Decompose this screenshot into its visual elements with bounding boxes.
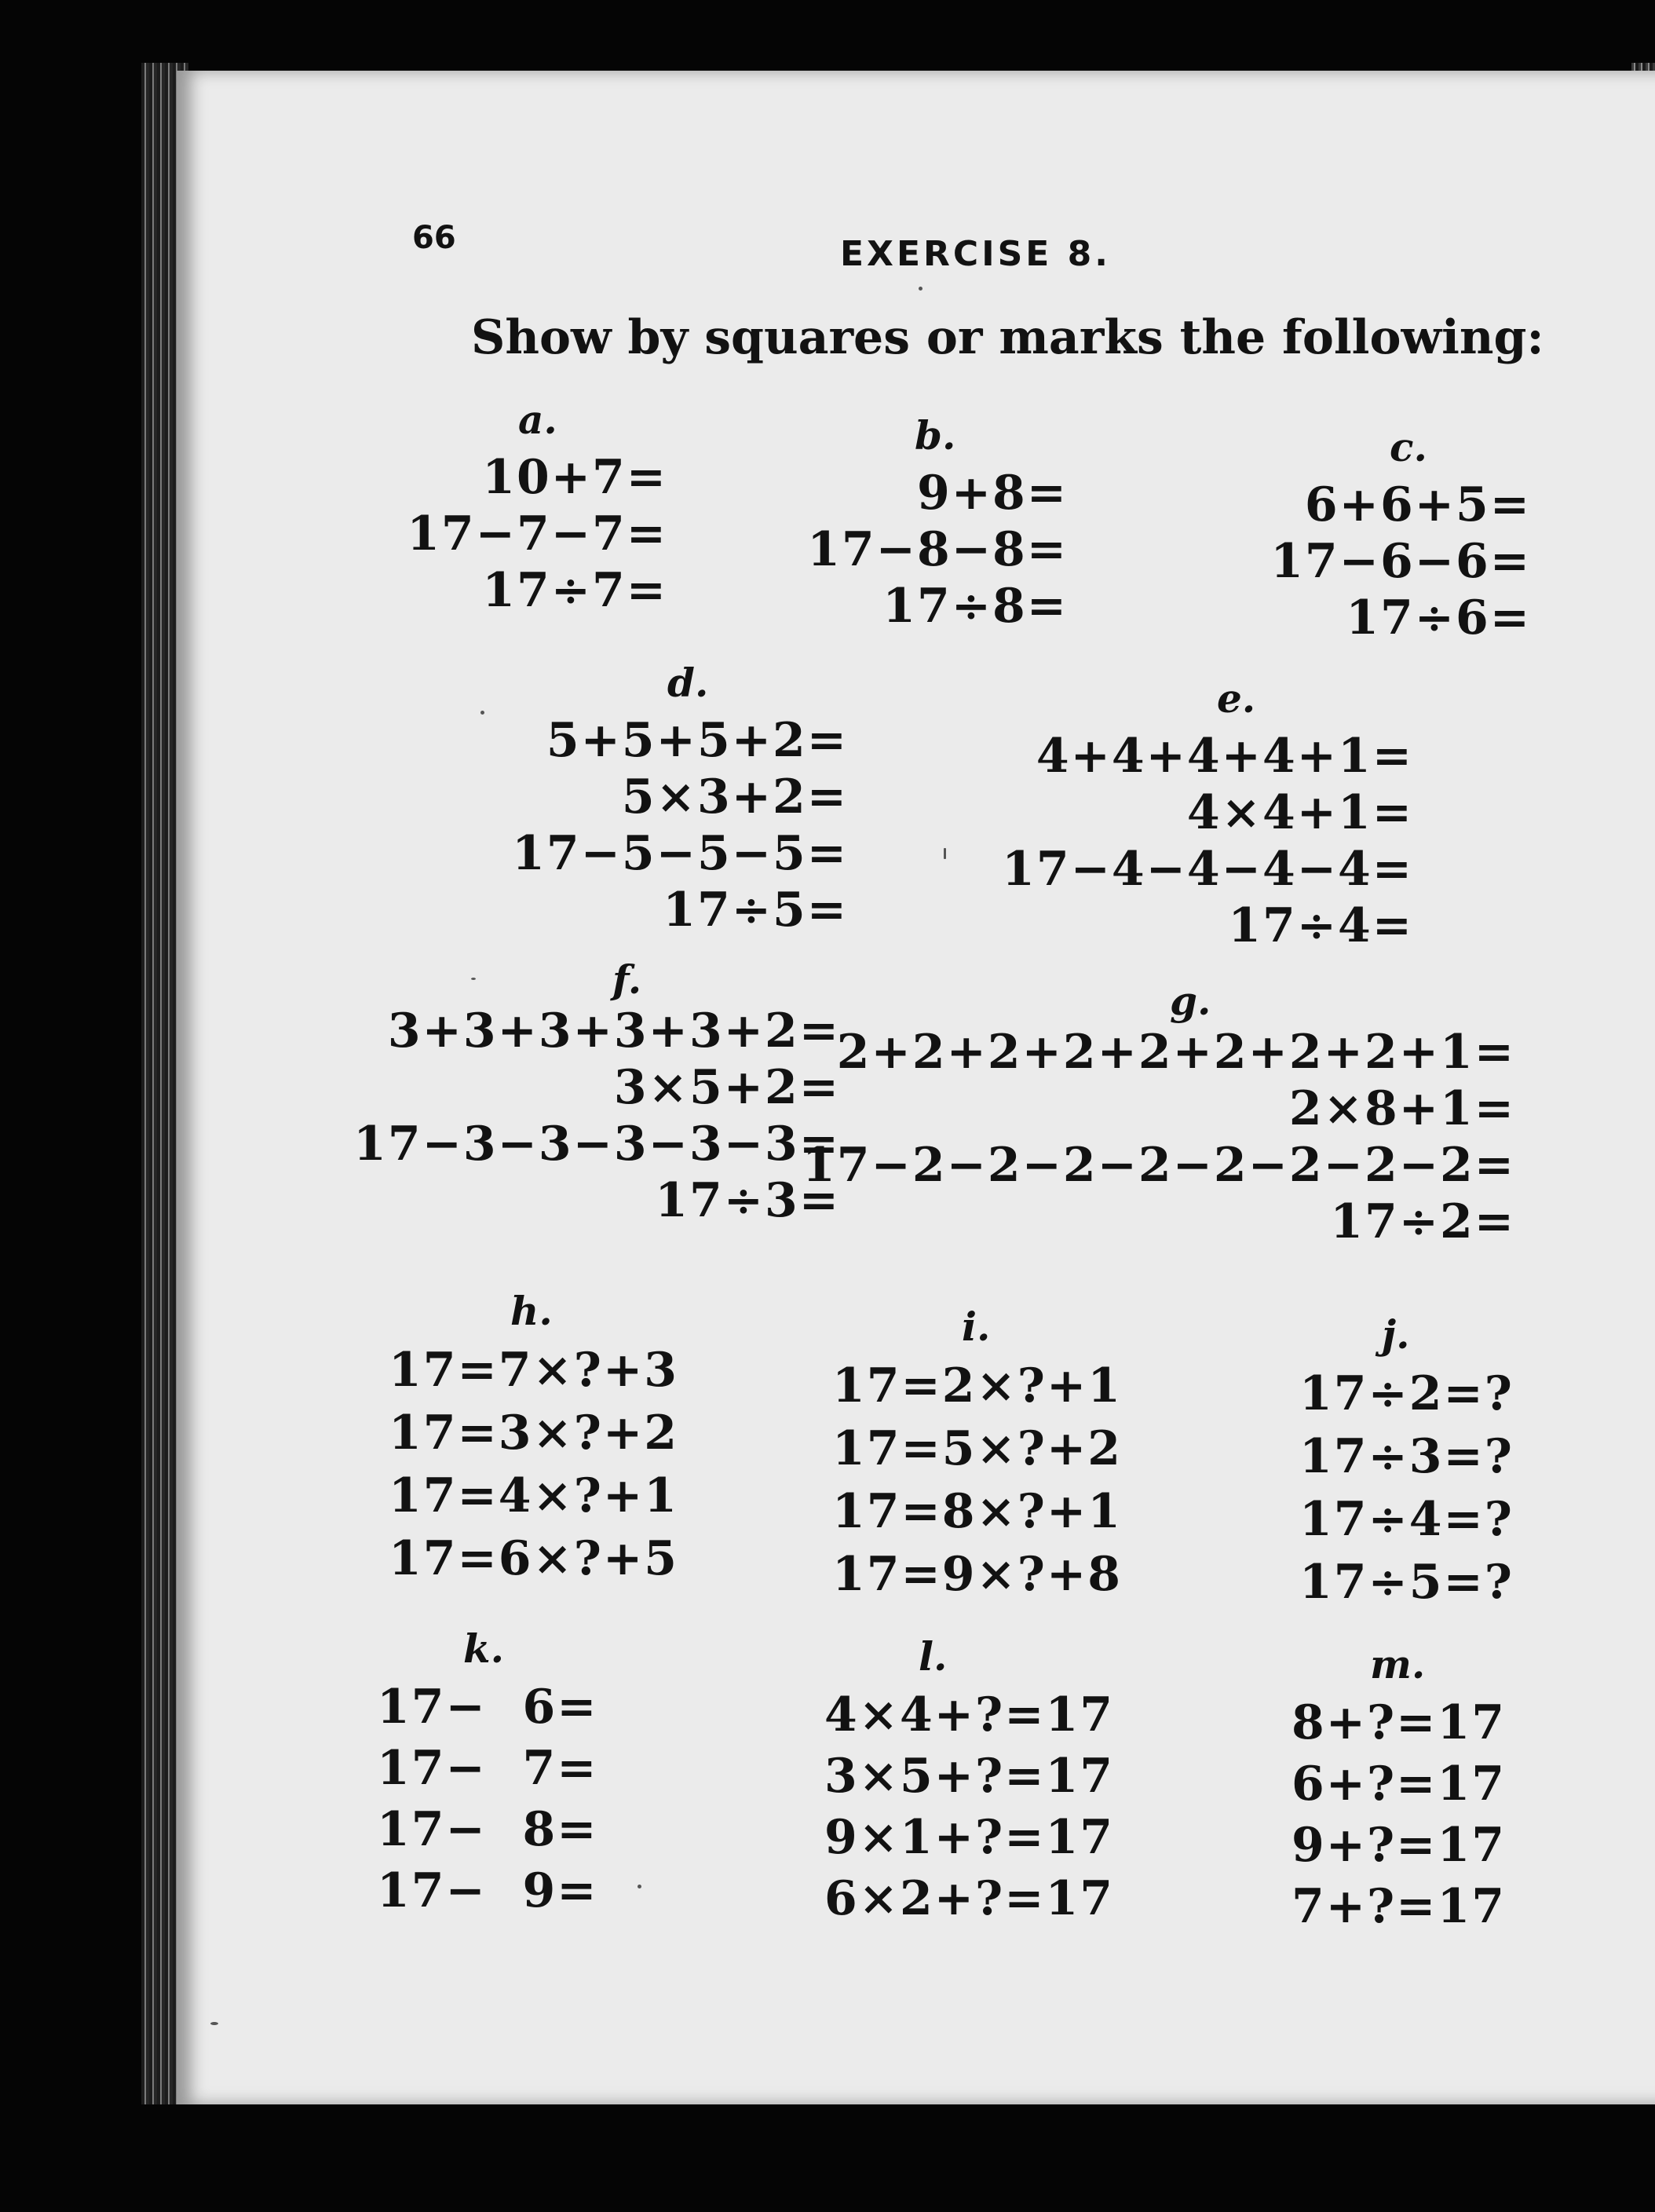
exercise-group-h bbox=[389, 1288, 687, 1590]
equation-line: 17−7−7= bbox=[407, 506, 667, 561]
scan-speck bbox=[944, 848, 946, 859]
equation-line: 17÷3=? bbox=[1299, 1429, 1514, 1484]
equation-line: 4×4+1= bbox=[1186, 785, 1413, 840]
equation-line: 6×2+?=17 bbox=[824, 1871, 1114, 1926]
group-label: j. bbox=[1382, 1311, 1410, 1358]
equation-line: 3+3+3+3+3+2= bbox=[387, 1004, 840, 1058]
group-label: a. bbox=[518, 397, 557, 443]
equation-line: 17÷4= bbox=[1228, 898, 1413, 953]
scan-speck bbox=[919, 287, 922, 291]
exercise-group-a bbox=[408, 397, 667, 619]
equation-line: 5+5+5+2= bbox=[546, 713, 848, 768]
equation-line: 17−3−3−3−3−3= bbox=[353, 1117, 840, 1172]
equation-line: 17÷2=? bbox=[1299, 1366, 1514, 1421]
exercise-group-b bbox=[805, 412, 1068, 634]
scan-speck bbox=[638, 1885, 641, 1888]
equation-line: 17=5×?+2 bbox=[832, 1421, 1122, 1476]
group-label: d. bbox=[667, 660, 709, 706]
group-label: b. bbox=[915, 412, 956, 459]
equation-line: 17−2−2−2−2−2−2−2−2= bbox=[802, 1138, 1515, 1193]
group-label: i. bbox=[962, 1303, 991, 1350]
scan-speck bbox=[210, 2022, 218, 2025]
group-label: l. bbox=[919, 1633, 948, 1680]
equation-line: 2×8+1= bbox=[1288, 1081, 1515, 1136]
equation-line: 17−6−6= bbox=[1270, 534, 1531, 589]
exercise-group-c bbox=[1272, 424, 1531, 646]
group-label: h. bbox=[510, 1288, 553, 1334]
exercise-group-l bbox=[824, 1633, 1123, 1929]
exercise-group-k bbox=[377, 1625, 612, 1921]
equation-line: 17÷8= bbox=[882, 579, 1068, 634]
exercise-group-e bbox=[997, 675, 1413, 954]
equation-line: 17=6×?+5 bbox=[389, 1531, 678, 1586]
equation-line: 17÷7= bbox=[482, 563, 667, 618]
equation-line: 4×4+?=17 bbox=[824, 1687, 1114, 1742]
scan-speck bbox=[480, 711, 484, 715]
page-number: 66 bbox=[412, 220, 456, 256]
equation-line: 17÷5=? bbox=[1299, 1555, 1514, 1610]
exercise-group-d bbox=[510, 660, 848, 938]
equation-line: 9+?=17 bbox=[1291, 1818, 1506, 1873]
equation-line: 17÷5= bbox=[663, 883, 848, 938]
equation-line: 17−8−8= bbox=[807, 522, 1068, 577]
equation-line: 17− 8= bbox=[377, 1802, 598, 1857]
equation-line: 17=8×?+1 bbox=[832, 1484, 1122, 1539]
group-label: m. bbox=[1370, 1641, 1426, 1687]
equation-line: 17÷6= bbox=[1346, 590, 1531, 645]
equation-line: 17=2×?+1 bbox=[832, 1358, 1122, 1413]
equation-line: 3×5+2= bbox=[613, 1060, 840, 1115]
equation-line: 17− 9= bbox=[377, 1863, 598, 1918]
exercise-group-i bbox=[832, 1303, 1131, 1606]
equation-line: 17−5−5−5= bbox=[512, 826, 848, 881]
equation-line: 6+6+5= bbox=[1304, 477, 1531, 532]
equation-line: 5×3+2= bbox=[621, 770, 848, 824]
group-label: g. bbox=[1170, 978, 1211, 1024]
group-label: k. bbox=[463, 1625, 505, 1672]
group-label: c. bbox=[1390, 424, 1427, 470]
equation-line: 17=3×?+2 bbox=[389, 1406, 678, 1461]
equation-line: 17÷2= bbox=[1330, 1194, 1515, 1249]
equation-line: 3×5+?=17 bbox=[824, 1749, 1114, 1804]
group-label: e. bbox=[1217, 675, 1256, 722]
equation-line: 17−4−4−4−4= bbox=[1002, 842, 1413, 897]
equation-line: 2+2+2+2+2+2+2+2+1= bbox=[836, 1025, 1515, 1080]
scan-speck bbox=[471, 978, 476, 980]
exercise-group-m bbox=[1291, 1641, 1527, 1937]
equation-line: 9×1+?=17 bbox=[824, 1810, 1114, 1865]
equation-line: 9+8= bbox=[916, 466, 1068, 521]
exercise-group-f bbox=[353, 956, 840, 1229]
equation-line: 7+?=17 bbox=[1291, 1879, 1506, 1934]
equation-line: 6+?=17 bbox=[1291, 1757, 1506, 1812]
equation-line: 17− 6= bbox=[377, 1680, 598, 1735]
equation-line: 4+4+4+4+1= bbox=[1036, 729, 1413, 784]
exercise-group-g bbox=[802, 978, 1515, 1250]
equation-line: 17÷4=? bbox=[1299, 1492, 1514, 1547]
exercise-heading: EXERCISE 8. bbox=[840, 234, 1111, 274]
equation-line: 17÷3= bbox=[655, 1173, 840, 1228]
exercise-group-j bbox=[1299, 1311, 1535, 1614]
instruction-text: Show by squares or marks the following: bbox=[471, 310, 1544, 365]
equation-line: 8+?=17 bbox=[1291, 1695, 1506, 1750]
equation-line: 10+7= bbox=[482, 450, 667, 505]
equation-line: 17=7×?+3 bbox=[389, 1343, 678, 1398]
equation-line: 17=9×?+8 bbox=[832, 1547, 1122, 1602]
equation-line: 17− 7= bbox=[377, 1741, 598, 1796]
equation-line: 17=4×?+1 bbox=[389, 1468, 678, 1523]
group-label: f. bbox=[612, 956, 642, 1003]
